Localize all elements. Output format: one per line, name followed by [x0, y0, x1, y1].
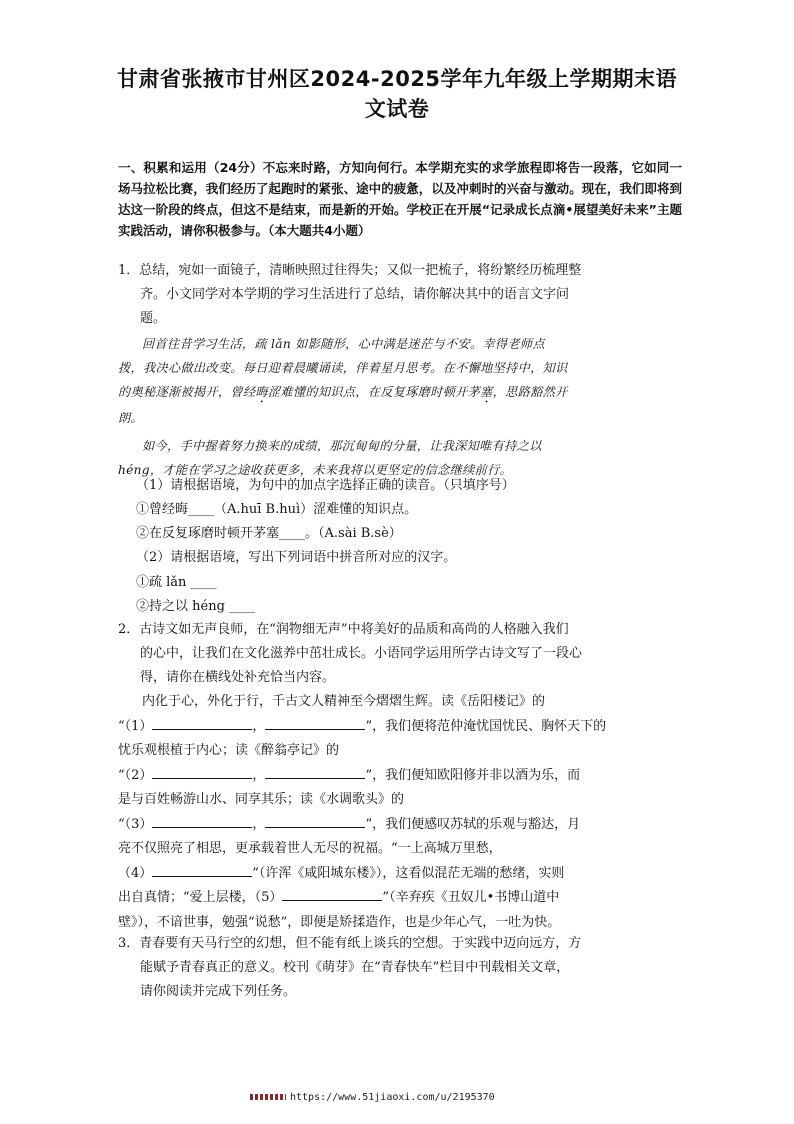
- blank-1b[interactable]: [265, 715, 365, 730]
- q1-passage: [118, 332, 692, 482]
- q1-line-1: 1．总结，宛如一面镜子，清晰映照过往得失；又似一把梳子，将纷繁经历梳理整: [118, 263, 582, 278]
- q3-line-2: 能赋予青春真正的意义。校刊《萌芽》在“青春快车”栏目中刊载相关文章，: [140, 960, 570, 975]
- q2-line-3: 得，请你在横线处补充恰当内容。: [140, 670, 336, 685]
- q2-blank-line-5: 出自真情；“爱上层楼，（5） ”（辛弃疾《丑奴儿•书博山道中: [118, 886, 692, 911]
- q2-passage-line: 内化于心，外化于行，千古文人精神至今熠熠生辉。读《岳阳楼记》的: [142, 694, 546, 709]
- q3-line-3: 请你阅读并完成下列任务。: [140, 984, 297, 999]
- blank-2b[interactable]: [265, 764, 365, 779]
- blank-3a[interactable]: [152, 813, 252, 828]
- q1-sub-1b[interactable]: ②在反复琢磨时顿开茅塞____。（A.sài B.sè）: [136, 526, 402, 541]
- title-line-2: 文试卷: [364, 97, 430, 121]
- q1-sub-2b[interactable]: ②持之以 héng ____: [136, 599, 256, 614]
- blank-2a[interactable]: [152, 764, 252, 779]
- q1-passage-line: 朗。: [118, 411, 143, 425]
- section-intro: 一、积累和运用（24分）不忘来时路，方知向何行。本学期充实的求学旅程即将告一段落，它如同一场马拉松比赛，我们经历了起跑时的紧张、途中的疲惫，以及冲刺时的兴奋与激动。现在，我们即将到达这一阶段的终点，但这不是结束，而是新的开始。学校正在开展“记录成长点滴•展望美好未来”主题实践活动，请你积极参与。（本大题共4小题）: [118, 160, 682, 238]
- q1-passage-line: 拨，我决心做出改变。每日迎着晨曦诵读，伴着星月思考。在不懈地坚持中，知识: [118, 361, 568, 375]
- q2-passage: [118, 690, 692, 935]
- q2-passage-line: 壁》），不谙世事，勉强“说愁”，即便是矫揉造作，也是少年心气，一吐为快。: [118, 914, 561, 930]
- q1-passage-line: 的奥秘逐渐被揭开，曾经晦涩难懂的知识点，在反复琢磨时顿开茅塞，思路豁然开: [118, 385, 568, 399]
- question-1: [118, 259, 692, 331]
- q1-sub-2a[interactable]: ①疏 lǎn ____: [136, 575, 217, 590]
- title-line-1: 甘肃省张掖市甘州区2024-2025学年九年级上学期期末语: [116, 67, 678, 91]
- question-2: [118, 618, 692, 690]
- q2-blank-line-2: “（2） ， ”，我们便知欧阳修并非以酒为乐，而: [118, 764, 692, 789]
- q1-line-2: 齐。小文同学对本学期的学习生活进行了总结，请你解决其中的语言文字问: [140, 287, 570, 302]
- q2-blank-line-3: “（3） ， ”，我们便感叹苏轼的乐观与豁达，月: [118, 813, 692, 838]
- q1-passage-line: 如今，手中握着努力换来的成绩，那沉甸甸的分量，让我深知唯有持之以: [142, 439, 542, 453]
- footer-watermark: [250, 1092, 550, 1103]
- q1-passage-line: 回首往昔学习生活，疏 lǎn 如影随形，心中满是迷茫与不安。幸得老师点: [142, 337, 545, 351]
- blank-4[interactable]: [152, 862, 252, 877]
- q1-sub-1: （1）请根据语境，为句中的加点字选择正确的读音。（只填序号）: [136, 478, 515, 493]
- blank-5[interactable]: [282, 886, 382, 901]
- q2-line-1: 2．古诗文如无声良师，在“润物细无声”中将美好的品质和高尚的人格融入我们: [118, 622, 569, 637]
- q1-sub-1a[interactable]: ①曾经晦____（A.huī B.huì）涩难懂的知识点。: [136, 502, 418, 517]
- q1-line-3: 题。: [140, 311, 167, 326]
- blank-1a[interactable]: [152, 715, 252, 730]
- logo-mark-icon: [250, 1094, 286, 1100]
- emphasized-char: 晦: [255, 385, 268, 399]
- q2-blank-line-1: “（1） ， ”，我们便将范仲淹忧国忧民、胸怀天下的: [118, 715, 692, 740]
- footer-url[interactable]: https://www.51jiaoxi.com/u/2195370: [290, 1092, 495, 1103]
- page-title: [60, 64, 734, 124]
- q2-passage-line: 亮不仅照亮了相思，更承载着世人无尽的祝福。“一上高城万里愁，: [118, 841, 502, 856]
- q1-sub-2: （2）请根据语境，写出下列词语中拼音所对应的汉字。: [136, 550, 457, 565]
- q2-passage-line: 忧乐观根植于内心；读《醉翁亭记》的: [118, 743, 340, 758]
- blank-3b[interactable]: [265, 813, 365, 828]
- q2-blank-line-4: （4） ”（许浑《咸阳城东楼》），这看似混茫无端的愁绪，实则: [118, 862, 692, 887]
- q3-line-1: 3．青春要有天马行空的幻想，但不能有纸上谈兵的空想。于实践中迈向远方，方: [118, 936, 582, 951]
- question-3: [118, 932, 692, 1004]
- emphasized-char: 塞: [480, 385, 493, 399]
- q2-line-2: 的心中，让我们在文化滋养中茁壮成长。小语同学运用所学古诗文写了一段心: [140, 646, 583, 661]
- q1-passage-line: héng，才能在学习之途收获更多，未来我将以更坚定的信念继续前行。: [118, 463, 513, 477]
- q2-passage-line: 是与百姓畅游山水、同享其乐；读《水调歌头》的: [118, 792, 405, 807]
